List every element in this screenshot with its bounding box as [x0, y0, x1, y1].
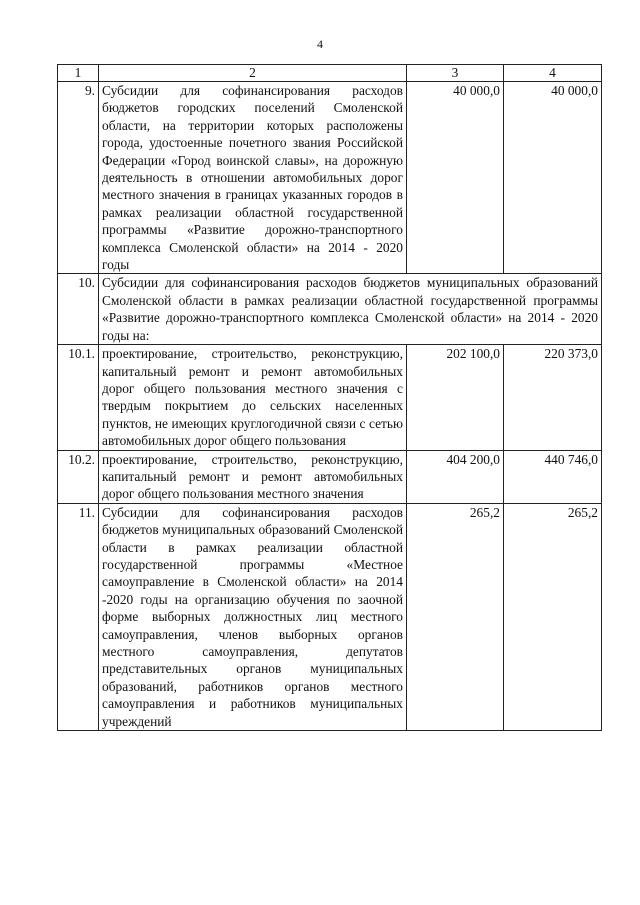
row-number: 10.1. — [58, 345, 99, 450]
page-number: 4 — [317, 37, 323, 51]
row-amount-col4: 440 746,0 — [504, 450, 602, 503]
row-amount-col4: 265,2 — [504, 503, 602, 730]
table-row — [58, 503, 602, 730]
column-header-1: 1 — [58, 65, 99, 82]
row-description: Субсидии для софинансирования расходов бюджетов городских поселений Смоленской области, на территории которых расположены города, удостоенные почетного звания Российской Федерации «Город воинской славы», на дорожную деятельность в отношении автомобильных дорог местного значения в границах указанных городов в рамках реализации областной государственной программы «Развитие дорожно-транспортного комплекса Смоленской области» на 2014 - 2020 годы — [99, 82, 407, 274]
table-row — [58, 82, 602, 274]
table-row — [58, 450, 602, 503]
row-description: проектирование, строительство, реконструкцию, капитальный ремонт и ремонт автомобильных дорог общего пользования местного значения с твердым покрытием до сельских населенных пунктов, не имеющих круглогодичной связи с сетью автомобильных дорог общего пользования — [99, 345, 407, 450]
budget-table — [57, 64, 602, 731]
table-row — [58, 345, 602, 450]
row-description: проектирование, строительство, реконструкцию, капитальный ремонт и ремонт автомобильных дорог общего пользования местного значения — [99, 450, 407, 503]
table-row — [58, 274, 602, 345]
row-description: Субсидии для софинансирования расходов бюджетов муниципальных образований Смоленской области в рамках реализации областной государственной программы «Развитие дорожно-транспортного комплекса Смоленской области» на 2014 - 2020 годы на: — [99, 274, 602, 345]
table-header-row — [58, 65, 602, 82]
row-number: 9. — [58, 82, 99, 274]
row-amount-col3: 202 100,0 — [407, 345, 504, 450]
row-number: 10. — [58, 274, 99, 345]
row-amount-col3: 265,2 — [407, 503, 504, 730]
row-amount-col4: 220 373,0 — [504, 345, 602, 450]
column-header-2: 2 — [99, 65, 407, 82]
row-number: 11. — [58, 503, 99, 730]
row-amount-col3: 404 200,0 — [407, 450, 504, 503]
column-header-4: 4 — [504, 65, 602, 82]
row-amount-col4: 40 000,0 — [504, 82, 602, 274]
row-amount-col3: 40 000,0 — [407, 82, 504, 274]
row-description: Субсидии для софинансирования расходов бюджетов муниципальных образований Смоленской области в рамках реализации областной государственной программы «Местное самоуправление в Смоленской области» на 2014 -2020 годы на организацию обучения по заочной форме выборных должностных лиц местного самоуправления, членов выборных органов местного самоуправления, депутатов представительных органов муниципальных образований, работников органов местного самоуправления и работников муниципальных учреждений — [99, 503, 407, 730]
row-number: 10.2. — [58, 450, 99, 503]
column-header-3: 3 — [407, 65, 504, 82]
